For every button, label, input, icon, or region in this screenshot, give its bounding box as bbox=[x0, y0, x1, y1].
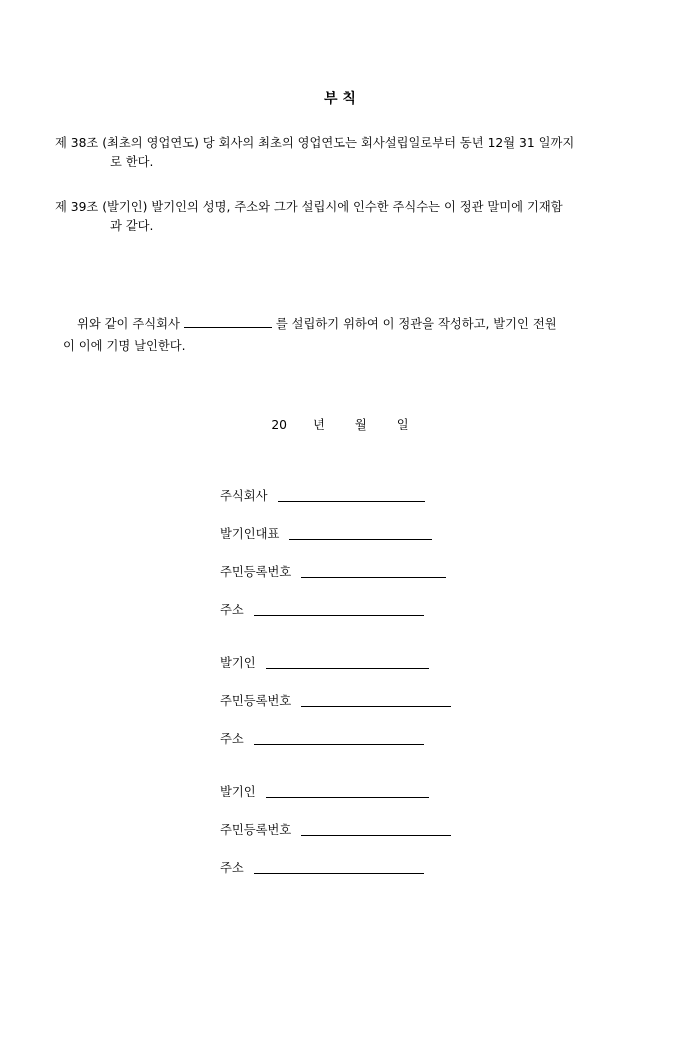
signature-section bbox=[55, 483, 625, 874]
page-title bbox=[55, 88, 625, 108]
closing-line-1-before: 위와 같이 주식회사 bbox=[77, 317, 180, 332]
page-title-text: 부 칙 bbox=[324, 91, 356, 107]
signature-blank-line[interactable] bbox=[301, 565, 446, 578]
article-39-line-2: 과 같다. bbox=[110, 219, 154, 234]
closing-paragraph bbox=[55, 314, 625, 357]
signature-row bbox=[220, 559, 625, 578]
signature-label: 주민등록번호 bbox=[220, 564, 292, 579]
signature-row bbox=[220, 521, 625, 540]
closing-line-2: 이 이에 기명 날인한다. bbox=[63, 338, 186, 353]
signature-row bbox=[220, 483, 625, 502]
signature-label: 주소 bbox=[220, 860, 244, 875]
signature-row bbox=[220, 650, 625, 669]
date-line bbox=[55, 415, 625, 433]
article-38-line-2: 로 한다. bbox=[110, 155, 154, 170]
signature-blank-line[interactable] bbox=[266, 785, 429, 798]
signature-group-representative bbox=[220, 483, 625, 616]
signature-label: 발기인대표 bbox=[220, 526, 280, 541]
date-day-label: 일 bbox=[396, 418, 409, 433]
article-38 bbox=[55, 134, 625, 172]
signature-row bbox=[220, 726, 625, 745]
signature-blank-line[interactable] bbox=[301, 694, 451, 707]
closing-line-1-after: 를 설립하기 위하여 이 정관을 작성하고, 발기인 전원 bbox=[275, 317, 557, 332]
signature-label: 주식회사 bbox=[220, 488, 268, 503]
signature-label: 발기인 bbox=[220, 784, 256, 799]
signature-blank-line[interactable] bbox=[254, 861, 424, 874]
signature-label: 주소 bbox=[220, 602, 244, 617]
signature-row bbox=[220, 817, 625, 836]
signature-blank-line[interactable] bbox=[301, 823, 451, 836]
signature-label: 주소 bbox=[220, 731, 244, 746]
company-name-blank bbox=[184, 316, 272, 328]
signature-blank-line[interactable] bbox=[254, 603, 424, 616]
signature-row bbox=[220, 779, 625, 798]
signature-label: 주민등록번호 bbox=[220, 822, 292, 837]
signature-blank-line[interactable] bbox=[266, 656, 429, 669]
signature-blank-line[interactable] bbox=[289, 527, 432, 540]
signature-group-founder-2 bbox=[220, 779, 625, 874]
signature-row bbox=[220, 597, 625, 616]
article-39-line-1: 제 39조 (발기인) 발기인의 성명, 주소와 그가 설립시에 인수한 주식수는 이 정관 말미에 기재함 bbox=[55, 200, 563, 215]
date-year-prefix: 20 bbox=[271, 418, 287, 433]
date-month-label: 월 bbox=[354, 418, 367, 433]
closing-line-1 bbox=[55, 314, 625, 336]
document-page bbox=[0, 88, 680, 1050]
signature-row bbox=[220, 688, 625, 707]
article-39 bbox=[55, 198, 625, 236]
signature-blank-line[interactable] bbox=[254, 732, 424, 745]
signature-row bbox=[220, 855, 625, 874]
signature-label: 주민등록번호 bbox=[220, 693, 292, 708]
date-year-label: 년 bbox=[312, 418, 325, 433]
signature-group-founder-1 bbox=[220, 650, 625, 745]
article-38-line-1: 제 38조 (최초의 영업연도) 당 회사의 최초의 영업연도는 회사설립일로부터 동년 12월 31 일까지 bbox=[55, 136, 575, 150]
signature-blank-line[interactable] bbox=[278, 489, 425, 502]
signature-label: 발기인 bbox=[220, 655, 256, 670]
